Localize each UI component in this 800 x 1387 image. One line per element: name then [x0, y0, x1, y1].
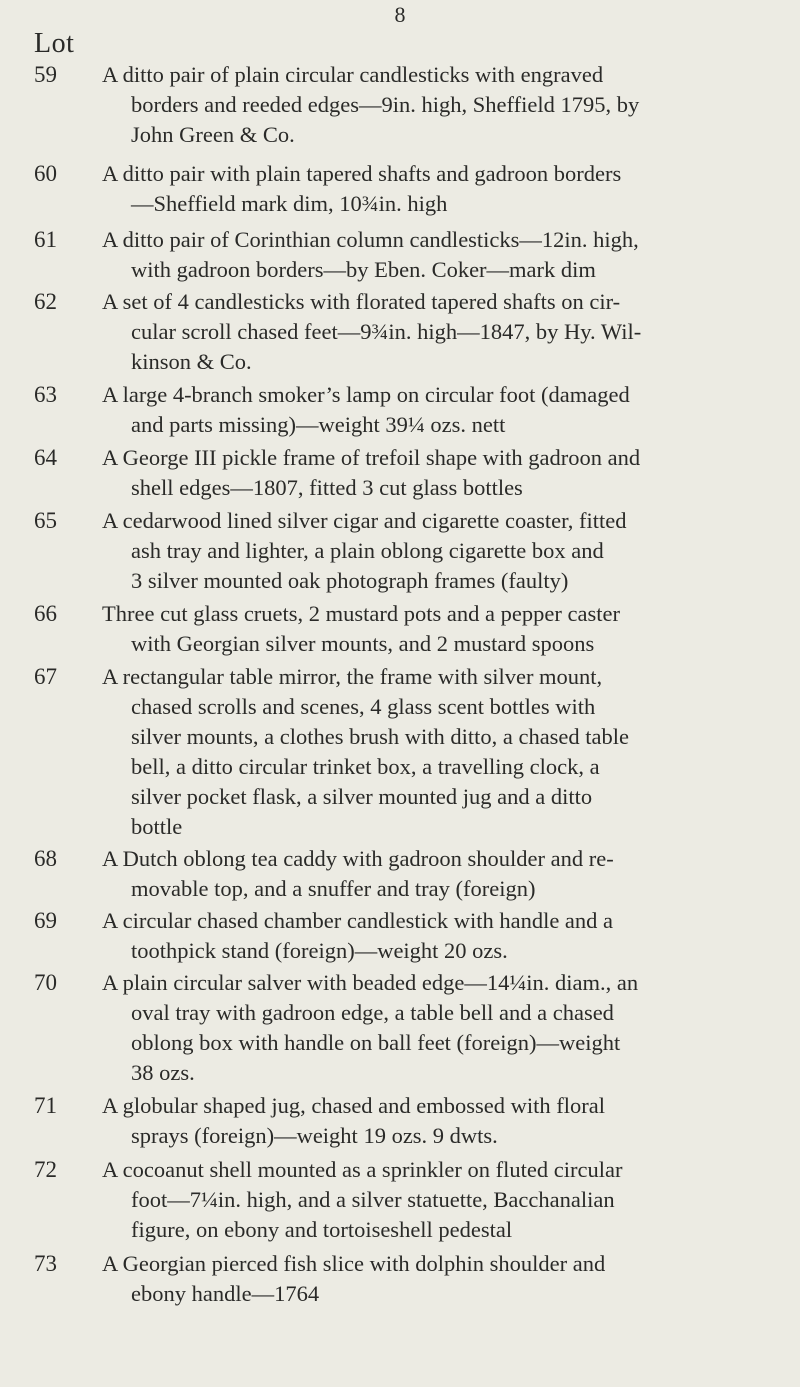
lot-description — [102, 380, 778, 440]
lot-description-line: Three cut glass cruets, 2 mustard pots and a pepper caster — [102, 601, 620, 626]
lot-description-line: toothpick stand (foreign)—weight 20 ozs. — [131, 938, 508, 963]
lot-number: 70 — [34, 970, 57, 995]
lot-description — [102, 443, 778, 503]
lot-entry — [0, 1249, 800, 1309]
lot-description-line: A George III pickle frame of trefoil shape with gadroon and — [102, 445, 641, 470]
lot-description-line: kinson & Co. — [131, 349, 252, 374]
lot-description-line: A large 4-branch smoker’s lamp on circular foot (damaged — [102, 382, 630, 407]
lot-description-line: A rectangular table mirror, the frame with silver mount, — [102, 664, 603, 689]
lot-number: 64 — [34, 445, 57, 470]
lot-description-line: movable top, and a snuffer and tray (foreign) — [131, 876, 536, 901]
lot-description-line: figure, on ebony and tortoiseshell pedestal — [131, 1217, 513, 1242]
lot-number: 65 — [34, 508, 57, 533]
lot-description — [102, 1091, 778, 1151]
lot-entry — [0, 1091, 800, 1151]
lot-description — [102, 287, 778, 377]
lot-description-line: A plain circular salver with beaded edge—14¼in. diam., an — [102, 970, 639, 995]
lot-number: 72 — [34, 1157, 57, 1182]
lot-entry — [0, 380, 800, 440]
lot-description-line: oblong box with handle on ball feet (foreign)—weight — [131, 1030, 621, 1055]
page-number: 8 — [394, 2, 406, 27]
lot-description-line: with gadroon borders—by Eben. Coker—mark dim — [131, 257, 596, 282]
lot-description-line: A cocoanut shell mounted as a sprinkler on fluted circular — [102, 1157, 623, 1182]
lot-entry — [0, 443, 800, 503]
lot-description-line: A Georgian pierced fish slice with dolphin shoulder and — [102, 1251, 606, 1276]
lot-column-header: Lot — [34, 28, 75, 59]
lot-description-line: bell, a ditto circular trinket box, a travelling clock, a — [131, 754, 600, 779]
lot-number: 62 — [34, 289, 57, 314]
lot-description-line: silver mounts, a clothes brush with ditto, a chased table — [131, 724, 630, 749]
lot-entry — [0, 225, 800, 285]
lot-description-line: A Dutch oblong tea caddy with gadroon shoulder and re- — [102, 846, 614, 871]
lot-description — [102, 844, 778, 904]
lot-number: 66 — [34, 601, 57, 626]
lot-description — [102, 968, 778, 1088]
lot-entry — [0, 662, 800, 842]
lot-description-line: A globular shaped jug, chased and embossed with floral — [102, 1093, 606, 1118]
lot-entry — [0, 506, 800, 596]
lot-description-line: chased scrolls and scenes, 4 glass scent bottles with — [131, 694, 596, 719]
lot-entry — [0, 159, 800, 219]
lot-entry — [0, 60, 800, 150]
lot-entry — [0, 906, 800, 966]
lot-description — [102, 599, 778, 659]
lot-entry — [0, 599, 800, 659]
lot-number: 73 — [34, 1251, 57, 1276]
lot-description — [102, 1155, 778, 1245]
lot-description — [102, 506, 778, 596]
lot-entry — [0, 287, 800, 377]
lot-description-line: John Green & Co. — [131, 122, 295, 147]
lot-description — [102, 662, 778, 842]
lot-description-line: bottle — [131, 814, 183, 839]
lot-description-line: 38 ozs. — [131, 1060, 195, 1085]
lot-description-line: cular scroll chased feet—9¾in. high—1847, by Hy. Wil- — [131, 319, 642, 344]
lot-description-line: foot—7¼in. high, and a silver statuette, Bacchanalian — [131, 1187, 615, 1212]
lot-description-line: A cedarwood lined silver cigar and cigarette coaster, fitted — [102, 508, 627, 533]
lot-description-line: ash tray and lighter, a plain oblong cigarette box and — [131, 538, 604, 563]
lot-description-line: silver pocket flask, a silver mounted jug and a ditto — [131, 784, 593, 809]
lot-description-line: shell edges—1807, fitted 3 cut glass bottles — [131, 475, 523, 500]
lot-number: 61 — [34, 227, 57, 252]
lot-description-line: A ditto pair with plain tapered shafts and gadroon borders — [102, 161, 622, 186]
lot-description-line: A set of 4 candlesticks with florated tapered shafts on cir- — [102, 289, 621, 314]
lot-entry — [0, 1155, 800, 1245]
lot-description-line: oval tray with gadroon edge, a table bell and a chased — [131, 1000, 614, 1025]
lot-description-line: and parts missing)—weight 39¼ ozs. nett — [131, 412, 506, 437]
lot-number: 67 — [34, 664, 57, 689]
lot-description-line: A ditto pair of plain circular candlesticks with engraved — [102, 62, 604, 87]
lot-number: 68 — [34, 846, 57, 871]
lot-entry — [0, 844, 800, 904]
lot-description-line: ebony handle—1764 — [131, 1281, 320, 1306]
lot-description — [102, 60, 778, 150]
lot-number: 59 — [34, 62, 57, 87]
lot-description-line: 3 silver mounted oak photograph frames (faulty) — [131, 568, 569, 593]
lot-description-line: A circular chased chamber candlestick with handle and a — [102, 908, 614, 933]
lot-description — [102, 225, 778, 285]
lot-description — [102, 1249, 778, 1309]
lot-number: 71 — [34, 1093, 57, 1118]
lot-entry — [0, 968, 800, 1088]
lot-description-line: A ditto pair of Corinthian column candlesticks—12in. high, — [102, 227, 639, 252]
lot-description-line: sprays (foreign)—weight 19 ozs. 9 dwts. — [131, 1123, 498, 1148]
lot-description — [102, 159, 778, 219]
lot-description-line: —Sheffield mark dim, 10¾in. high — [131, 191, 448, 216]
lot-description-line: with Georgian silver mounts, and 2 mustard spoons — [131, 631, 595, 656]
lot-description — [102, 906, 778, 966]
lot-number: 60 — [34, 161, 57, 186]
lot-number: 69 — [34, 908, 57, 933]
lot-number: 63 — [34, 382, 57, 407]
lot-description-line: borders and reeded edges—9in. high, Sheffield 1795, by — [131, 92, 640, 117]
